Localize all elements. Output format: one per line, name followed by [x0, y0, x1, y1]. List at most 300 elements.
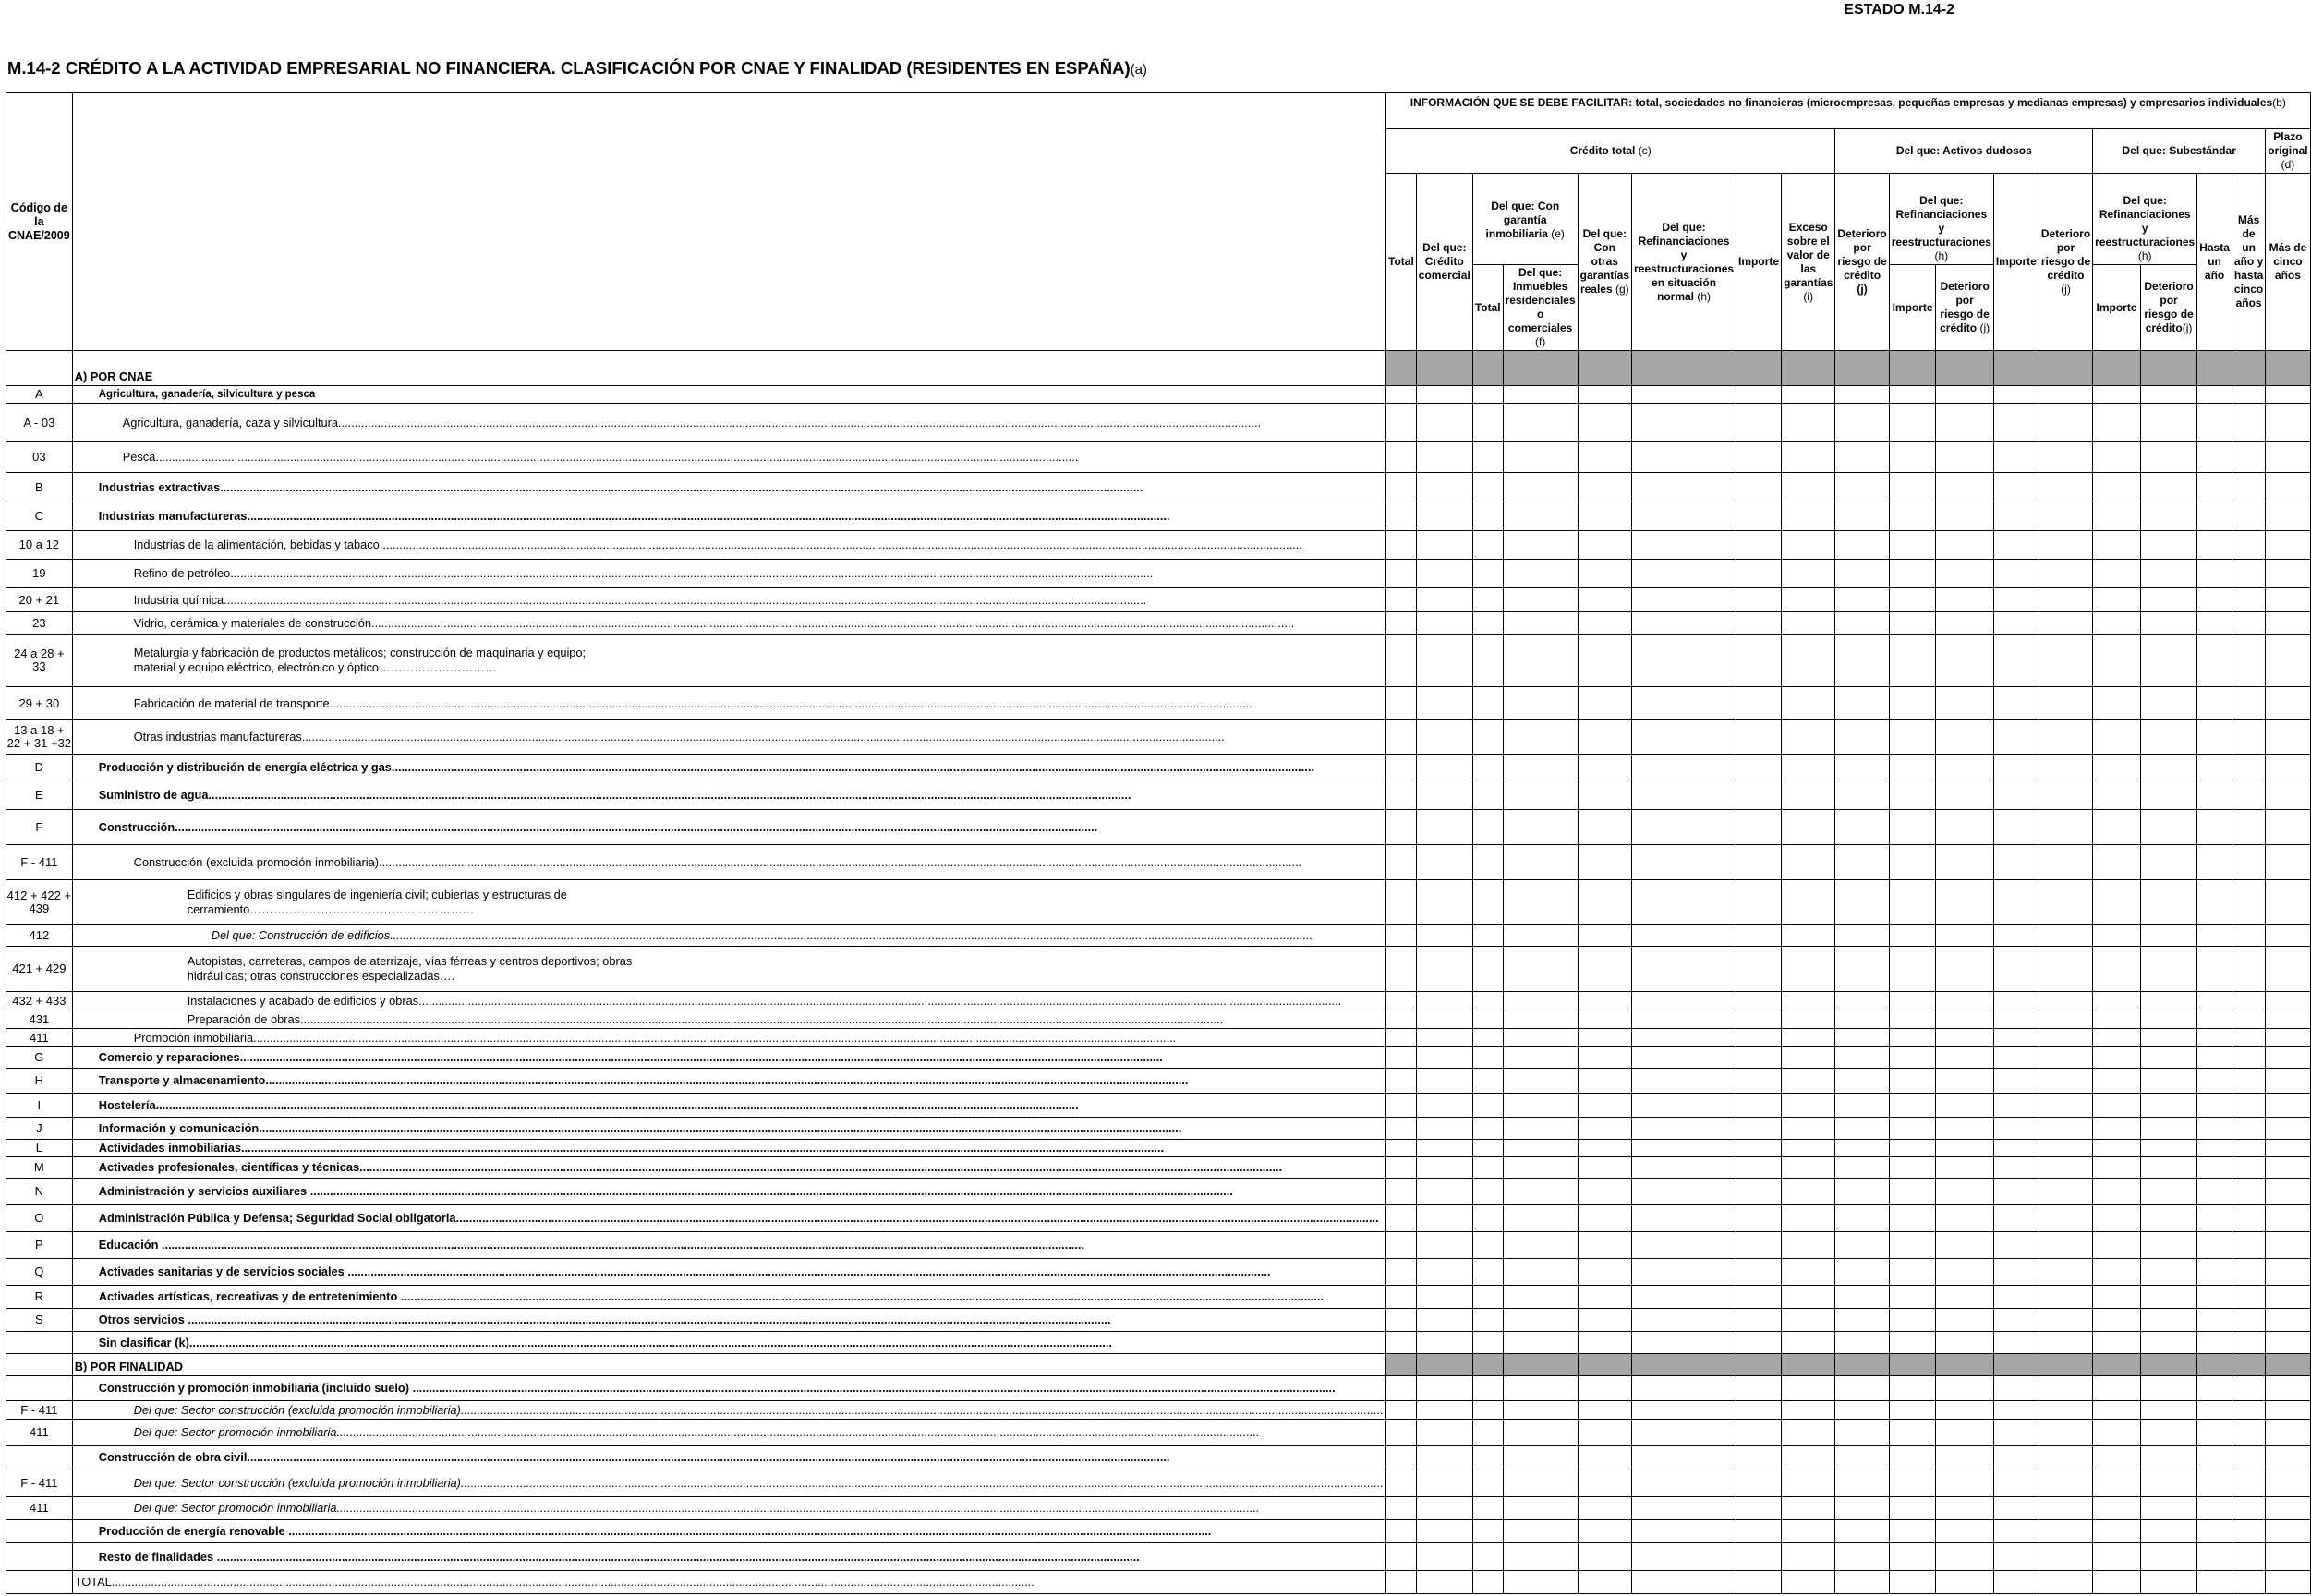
data-entry-cell[interactable]	[1936, 1520, 1993, 1543]
data-entry-cell[interactable]	[1889, 1118, 1936, 1140]
data-entry-cell[interactable]	[1578, 992, 1631, 1010]
data-entry-cell[interactable]	[1993, 755, 2039, 780]
data-entry-cell[interactable]	[1503, 925, 1578, 947]
data-entry-cell[interactable]	[2197, 687, 2232, 720]
data-entry-cell[interactable]	[2197, 1543, 2232, 1571]
data-entry-cell[interactable]	[2093, 1259, 2141, 1286]
data-entry-cell[interactable]	[1503, 1420, 1578, 1446]
data-entry-cell[interactable]	[1993, 1047, 2039, 1069]
data-entry-cell[interactable]	[1889, 1520, 1936, 1543]
data-entry-cell[interactable]	[2232, 1029, 2265, 1047]
data-entry-cell[interactable]	[1386, 1179, 1417, 1205]
data-entry-cell[interactable]	[2266, 404, 2310, 442]
data-entry-cell[interactable]	[2140, 992, 2196, 1010]
data-entry-cell[interactable]	[1835, 947, 1889, 992]
data-entry-cell[interactable]	[1472, 845, 1503, 880]
data-entry-cell[interactable]	[1632, 1401, 1736, 1420]
data-entry-cell[interactable]	[1889, 1094, 1936, 1118]
data-entry-cell[interactable]	[1386, 1157, 1417, 1179]
data-entry-cell[interactable]	[1835, 531, 1889, 560]
data-entry-cell[interactable]	[1835, 404, 1889, 442]
data-entry-cell[interactable]	[2232, 560, 2265, 588]
data-entry-cell[interactable]	[2093, 1401, 2141, 1420]
data-entry-cell[interactable]	[2232, 1543, 2265, 1571]
data-entry-cell[interactable]	[1782, 1497, 1835, 1520]
data-entry-cell[interactable]	[2039, 1259, 2092, 1286]
data-entry-cell[interactable]	[2140, 925, 2196, 947]
data-entry-cell[interactable]	[1936, 1094, 1993, 1118]
data-entry-cell[interactable]	[1386, 1571, 1417, 1594]
data-entry-cell[interactable]	[1472, 810, 1503, 845]
data-entry-cell[interactable]	[1416, 1232, 1472, 1259]
data-entry-cell[interactable]	[1889, 1232, 1936, 1259]
data-entry-cell[interactable]	[2039, 531, 2092, 560]
data-entry-cell[interactable]	[1936, 1232, 1993, 1259]
data-entry-cell[interactable]	[2197, 810, 2232, 845]
data-entry-cell[interactable]	[1632, 1446, 1736, 1469]
data-entry-cell[interactable]	[1993, 1420, 2039, 1446]
data-entry-cell[interactable]	[1782, 780, 1835, 810]
data-entry-cell[interactable]	[1736, 1520, 1782, 1543]
data-entry-cell[interactable]	[1578, 1446, 1631, 1469]
data-entry-cell[interactable]	[1386, 880, 1417, 925]
data-entry-cell[interactable]	[2140, 687, 2196, 720]
data-entry-cell[interactable]	[1416, 1543, 1472, 1571]
data-entry-cell[interactable]	[2197, 1446, 2232, 1469]
data-entry-cell[interactable]	[1386, 442, 1417, 473]
data-entry-cell[interactable]	[2093, 1469, 2141, 1497]
data-entry-cell[interactable]	[2197, 588, 2232, 612]
data-entry-cell[interactable]	[1936, 1205, 1993, 1232]
data-entry-cell[interactable]	[2140, 404, 2196, 442]
data-entry-cell[interactable]	[1782, 687, 1835, 720]
data-entry-cell[interactable]	[2093, 780, 2141, 810]
data-entry-cell[interactable]	[1993, 635, 2039, 687]
data-entry-cell[interactable]	[1835, 1520, 1889, 1543]
data-entry-cell[interactable]	[2140, 588, 2196, 612]
data-entry-cell[interactable]	[1503, 1157, 1578, 1179]
data-entry-cell[interactable]	[2266, 1401, 2310, 1420]
data-entry-cell[interactable]	[1993, 992, 2039, 1010]
data-entry-cell[interactable]	[1632, 780, 1736, 810]
data-entry-cell[interactable]	[1472, 1205, 1503, 1232]
data-entry-cell[interactable]	[2197, 1259, 2232, 1286]
data-entry-cell[interactable]	[1835, 386, 1889, 404]
data-entry-cell[interactable]	[1503, 720, 1578, 755]
data-entry-cell[interactable]	[2093, 810, 2141, 845]
data-entry-cell[interactable]	[1835, 1047, 1889, 1069]
data-entry-cell[interactable]	[1889, 1140, 1936, 1157]
data-entry-cell[interactable]	[1889, 1469, 1936, 1497]
data-entry-cell[interactable]	[1416, 880, 1472, 925]
data-entry-cell[interactable]	[2039, 1543, 2092, 1571]
data-entry-cell[interactable]	[2232, 1232, 2265, 1259]
data-entry-cell[interactable]	[1993, 1309, 2039, 1332]
data-entry-cell[interactable]	[1578, 1047, 1631, 1069]
data-entry-cell[interactable]	[1936, 1010, 1993, 1029]
data-entry-cell[interactable]	[1632, 1047, 1736, 1069]
data-entry-cell[interactable]	[1632, 687, 1736, 720]
data-entry-cell[interactable]	[2093, 925, 2141, 947]
data-entry-cell[interactable]	[1736, 1543, 1782, 1571]
data-entry-cell[interactable]	[1632, 473, 1736, 502]
data-entry-cell[interactable]	[2093, 1118, 2141, 1140]
data-entry-cell[interactable]	[1632, 1179, 1736, 1205]
data-entry-cell[interactable]	[1889, 1286, 1936, 1309]
data-entry-cell[interactable]	[2093, 588, 2141, 612]
data-entry-cell[interactable]	[1835, 1179, 1889, 1205]
data-entry-cell[interactable]	[2197, 992, 2232, 1010]
data-entry-cell[interactable]	[1736, 1157, 1782, 1179]
data-entry-cell[interactable]	[1503, 755, 1578, 780]
data-entry-cell[interactable]	[2140, 531, 2196, 560]
data-entry-cell[interactable]	[2266, 1571, 2310, 1594]
data-entry-cell[interactable]	[2266, 1469, 2310, 1497]
data-entry-cell[interactable]	[2197, 880, 2232, 925]
data-entry-cell[interactable]	[2140, 1259, 2196, 1286]
data-entry-cell[interactable]	[2266, 1232, 2310, 1259]
data-entry-cell[interactable]	[1416, 1571, 1472, 1594]
data-entry-cell[interactable]	[2140, 386, 2196, 404]
data-entry-cell[interactable]	[1736, 1446, 1782, 1469]
data-entry-cell[interactable]	[1736, 1205, 1782, 1232]
data-entry-cell[interactable]	[2266, 502, 2310, 531]
data-entry-cell[interactable]	[2266, 1286, 2310, 1309]
data-entry-cell[interactable]	[1936, 1286, 1993, 1309]
data-entry-cell[interactable]	[2232, 925, 2265, 947]
data-entry-cell[interactable]	[1578, 1140, 1631, 1157]
data-entry-cell[interactable]	[2093, 845, 2141, 880]
data-entry-cell[interactable]	[1782, 1446, 1835, 1469]
data-entry-cell[interactable]	[2266, 1205, 2310, 1232]
data-entry-cell[interactable]	[2232, 1497, 2265, 1520]
data-entry-cell[interactable]	[1578, 404, 1631, 442]
data-entry-cell[interactable]	[1936, 1140, 1993, 1157]
data-entry-cell[interactable]	[1736, 1401, 1782, 1420]
data-entry-cell[interactable]	[1503, 1571, 1578, 1594]
data-entry-cell[interactable]	[2093, 1157, 2141, 1179]
data-entry-cell[interactable]	[1472, 1010, 1503, 1029]
data-entry-cell[interactable]	[1889, 1420, 1936, 1446]
data-entry-cell[interactable]	[1416, 687, 1472, 720]
data-entry-cell[interactable]	[1472, 1401, 1503, 1420]
data-entry-cell[interactable]	[2140, 1140, 2196, 1157]
data-entry-cell[interactable]	[1736, 1332, 1782, 1354]
data-entry-cell[interactable]	[1889, 1401, 1936, 1420]
data-entry-cell[interactable]	[1889, 1179, 1936, 1205]
data-entry-cell[interactable]	[1472, 1094, 1503, 1118]
data-entry-cell[interactable]	[1736, 560, 1782, 588]
data-entry-cell[interactable]	[1472, 687, 1503, 720]
data-entry-cell[interactable]	[1889, 1205, 1936, 1232]
data-entry-cell[interactable]	[2093, 442, 2141, 473]
data-entry-cell[interactable]	[1782, 1157, 1835, 1179]
data-entry-cell[interactable]	[1578, 1010, 1631, 1029]
data-entry-cell[interactable]	[2232, 1140, 2265, 1157]
data-entry-cell[interactable]	[2266, 780, 2310, 810]
data-entry-cell[interactable]	[2266, 1497, 2310, 1520]
data-entry-cell[interactable]	[2197, 1497, 2232, 1520]
data-entry-cell[interactable]	[1835, 635, 1889, 687]
data-entry-cell[interactable]	[1782, 1232, 1835, 1259]
data-entry-cell[interactable]	[2266, 810, 2310, 845]
data-entry-cell[interactable]	[1632, 992, 1736, 1010]
data-entry-cell[interactable]	[2140, 1094, 2196, 1118]
data-entry-cell[interactable]	[1736, 404, 1782, 442]
data-entry-cell[interactable]	[2093, 1179, 2141, 1205]
data-entry-cell[interactable]	[1782, 1094, 1835, 1118]
data-entry-cell[interactable]	[2232, 1118, 2265, 1140]
data-entry-cell[interactable]	[1416, 1010, 1472, 1029]
data-entry-cell[interactable]	[1782, 810, 1835, 845]
data-entry-cell[interactable]	[1993, 560, 2039, 588]
data-entry-cell[interactable]	[2266, 1140, 2310, 1157]
data-entry-cell[interactable]	[1503, 1286, 1578, 1309]
data-entry-cell[interactable]	[1503, 473, 1578, 502]
data-entry-cell[interactable]	[1936, 1259, 1993, 1286]
data-entry-cell[interactable]	[1416, 1286, 1472, 1309]
data-entry-cell[interactable]	[1736, 992, 1782, 1010]
data-entry-cell[interactable]	[2093, 1140, 2141, 1157]
data-entry-cell[interactable]	[1632, 502, 1736, 531]
data-entry-cell[interactable]	[2197, 612, 2232, 635]
data-entry-cell[interactable]	[1782, 1179, 1835, 1205]
data-entry-cell[interactable]	[1993, 1094, 2039, 1118]
data-entry-cell[interactable]	[1416, 992, 1472, 1010]
data-entry-cell[interactable]	[2093, 755, 2141, 780]
data-entry-cell[interactable]	[1503, 1047, 1578, 1069]
data-entry-cell[interactable]	[1472, 588, 1503, 612]
data-entry-cell[interactable]	[1936, 1157, 1993, 1179]
data-entry-cell[interactable]	[1993, 845, 2039, 880]
data-entry-cell[interactable]	[2093, 473, 2141, 502]
data-entry-cell[interactable]	[2266, 687, 2310, 720]
data-entry-cell[interactable]	[2140, 780, 2196, 810]
data-entry-cell[interactable]	[2197, 1010, 2232, 1029]
data-entry-cell[interactable]	[2232, 1420, 2265, 1446]
data-entry-cell[interactable]	[2232, 1047, 2265, 1069]
data-entry-cell[interactable]	[1503, 612, 1578, 635]
data-entry-cell[interactable]	[1578, 386, 1631, 404]
data-entry-cell[interactable]	[2232, 1520, 2265, 1543]
data-entry-cell[interactable]	[1835, 1309, 1889, 1332]
data-entry-cell[interactable]	[1889, 1446, 1936, 1469]
data-entry-cell[interactable]	[1632, 947, 1736, 992]
data-entry-cell[interactable]	[1889, 992, 1936, 1010]
data-entry-cell[interactable]	[1578, 1118, 1631, 1140]
data-entry-cell[interactable]	[1386, 780, 1417, 810]
data-entry-cell[interactable]	[1472, 635, 1503, 687]
data-entry-cell[interactable]	[1472, 1232, 1503, 1259]
data-entry-cell[interactable]	[2266, 1259, 2310, 1286]
data-entry-cell[interactable]	[2140, 1205, 2196, 1232]
data-entry-cell[interactable]	[2232, 720, 2265, 755]
data-entry-cell[interactable]	[1503, 1118, 1578, 1140]
data-entry-cell[interactable]	[1632, 442, 1736, 473]
data-entry-cell[interactable]	[1632, 1420, 1736, 1446]
data-entry-cell[interactable]	[1578, 810, 1631, 845]
data-entry-cell[interactable]	[1503, 1309, 1578, 1332]
data-entry-cell[interactable]	[1736, 1118, 1782, 1140]
data-entry-cell[interactable]	[1835, 992, 1889, 1010]
data-entry-cell[interactable]	[1782, 755, 1835, 780]
data-entry-cell[interactable]	[1503, 1469, 1578, 1497]
data-entry-cell[interactable]	[1386, 1309, 1417, 1332]
data-entry-cell[interactable]	[1736, 1497, 1782, 1520]
data-entry-cell[interactable]	[1386, 404, 1417, 442]
data-entry-cell[interactable]	[1782, 1376, 1835, 1401]
data-entry-cell[interactable]	[1889, 442, 1936, 473]
data-entry-cell[interactable]	[1936, 925, 1993, 947]
data-entry-cell[interactable]	[1472, 1497, 1503, 1520]
data-entry-cell[interactable]	[2039, 845, 2092, 880]
data-entry-cell[interactable]	[2093, 1520, 2141, 1543]
data-entry-cell[interactable]	[2266, 1118, 2310, 1140]
data-entry-cell[interactable]	[1993, 1520, 2039, 1543]
data-entry-cell[interactable]	[2197, 502, 2232, 531]
data-entry-cell[interactable]	[1503, 531, 1578, 560]
data-entry-cell[interactable]	[2039, 992, 2092, 1010]
data-entry-cell[interactable]	[2266, 1520, 2310, 1543]
data-entry-cell[interactable]	[1993, 612, 2039, 635]
data-entry-cell[interactable]	[2039, 588, 2092, 612]
data-entry-cell[interactable]	[1782, 1401, 1835, 1420]
data-entry-cell[interactable]	[1472, 1047, 1503, 1069]
data-entry-cell[interactable]	[1936, 1376, 1993, 1401]
data-entry-cell[interactable]	[1472, 925, 1503, 947]
data-entry-cell[interactable]	[1782, 635, 1835, 687]
data-entry-cell[interactable]	[1632, 386, 1736, 404]
data-entry-cell[interactable]	[1993, 1543, 2039, 1571]
data-entry-cell[interactable]	[2140, 560, 2196, 588]
data-entry-cell[interactable]	[2266, 1332, 2310, 1354]
data-entry-cell[interactable]	[1416, 1047, 1472, 1069]
data-entry-cell[interactable]	[2266, 1376, 2310, 1401]
data-entry-cell[interactable]	[1503, 845, 1578, 880]
data-entry-cell[interactable]	[1632, 1332, 1736, 1354]
data-entry-cell[interactable]	[1416, 1029, 1472, 1047]
data-entry-cell[interactable]	[1736, 473, 1782, 502]
data-entry-cell[interactable]	[1472, 1543, 1503, 1571]
data-entry-cell[interactable]	[1835, 1232, 1889, 1259]
data-entry-cell[interactable]	[1416, 755, 1472, 780]
data-entry-cell[interactable]	[1782, 442, 1835, 473]
data-entry-cell[interactable]	[1936, 1543, 1993, 1571]
data-entry-cell[interactable]	[2266, 720, 2310, 755]
data-entry-cell[interactable]	[1889, 1259, 1936, 1286]
data-entry-cell[interactable]	[1578, 780, 1631, 810]
data-entry-cell[interactable]	[1472, 404, 1503, 442]
data-entry-cell[interactable]	[1782, 1332, 1835, 1354]
data-entry-cell[interactable]	[1782, 992, 1835, 1010]
data-entry-cell[interactable]	[1632, 1469, 1736, 1497]
data-entry-cell[interactable]	[1736, 635, 1782, 687]
data-entry-cell[interactable]	[1472, 560, 1503, 588]
data-entry-cell[interactable]	[1736, 1140, 1782, 1157]
data-entry-cell[interactable]	[1578, 1309, 1631, 1332]
data-entry-cell[interactable]	[2039, 1401, 2092, 1420]
data-entry-cell[interactable]	[2039, 720, 2092, 755]
data-entry-cell[interactable]	[2039, 1157, 2092, 1179]
data-entry-cell[interactable]	[1835, 1118, 1889, 1140]
data-entry-cell[interactable]	[2266, 1179, 2310, 1205]
data-entry-cell[interactable]	[1416, 404, 1472, 442]
data-entry-cell[interactable]	[1578, 687, 1631, 720]
data-entry-cell[interactable]	[2232, 1094, 2265, 1118]
data-entry-cell[interactable]	[1632, 1376, 1736, 1401]
data-entry-cell[interactable]	[1472, 1286, 1503, 1309]
data-entry-cell[interactable]	[1416, 780, 1472, 810]
data-entry-cell[interactable]	[1386, 1010, 1417, 1029]
data-entry-cell[interactable]	[2140, 1543, 2196, 1571]
data-entry-cell[interactable]	[1782, 502, 1835, 531]
data-entry-cell[interactable]	[1936, 1571, 1993, 1594]
data-entry-cell[interactable]	[1416, 1401, 1472, 1420]
data-entry-cell[interactable]	[1936, 442, 1993, 473]
data-entry-cell[interactable]	[1993, 1571, 2039, 1594]
data-entry-cell[interactable]	[1736, 780, 1782, 810]
data-entry-cell[interactable]	[1472, 1446, 1503, 1469]
data-entry-cell[interactable]	[1889, 1571, 1936, 1594]
data-entry-cell[interactable]	[1416, 1420, 1472, 1446]
data-entry-cell[interactable]	[1993, 687, 2039, 720]
data-entry-cell[interactable]	[2266, 560, 2310, 588]
data-entry-cell[interactable]	[1503, 386, 1578, 404]
data-entry-cell[interactable]	[1782, 588, 1835, 612]
data-entry-cell[interactable]	[2197, 1157, 2232, 1179]
data-entry-cell[interactable]	[1835, 1543, 1889, 1571]
data-entry-cell[interactable]	[1503, 635, 1578, 687]
data-entry-cell[interactable]	[2093, 1497, 2141, 1520]
data-entry-cell[interactable]	[1835, 1259, 1889, 1286]
data-entry-cell[interactable]	[2197, 1205, 2232, 1232]
data-entry-cell[interactable]	[1835, 1401, 1889, 1420]
data-entry-cell[interactable]	[2197, 925, 2232, 947]
data-entry-cell[interactable]	[1936, 473, 1993, 502]
data-entry-cell[interactable]	[1416, 612, 1472, 635]
data-entry-cell[interactable]	[2197, 1571, 2232, 1594]
data-entry-cell[interactable]	[1416, 810, 1472, 845]
data-entry-cell[interactable]	[1416, 1332, 1472, 1354]
data-entry-cell[interactable]	[2039, 925, 2092, 947]
data-entry-cell[interactable]	[1736, 442, 1782, 473]
data-entry-cell[interactable]	[1993, 1469, 2039, 1497]
data-entry-cell[interactable]	[1472, 755, 1503, 780]
data-entry-cell[interactable]	[1936, 880, 1993, 925]
data-entry-cell[interactable]	[2039, 1332, 2092, 1354]
data-entry-cell[interactable]	[1936, 810, 1993, 845]
data-entry-cell[interactable]	[2232, 635, 2265, 687]
data-entry-cell[interactable]	[2232, 947, 2265, 992]
data-entry-cell[interactable]	[1578, 531, 1631, 560]
data-entry-cell[interactable]	[1386, 1286, 1417, 1309]
data-entry-cell[interactable]	[1993, 1376, 2039, 1401]
data-entry-cell[interactable]	[2197, 1376, 2232, 1401]
data-entry-cell[interactable]	[2232, 386, 2265, 404]
data-entry-cell[interactable]	[1386, 1029, 1417, 1047]
data-entry-cell[interactable]	[1993, 1497, 2039, 1520]
data-entry-cell[interactable]	[2039, 1029, 2092, 1047]
data-entry-cell[interactable]	[1503, 1232, 1578, 1259]
data-entry-cell[interactable]	[1416, 442, 1472, 473]
data-entry-cell[interactable]	[1936, 755, 1993, 780]
data-entry-cell[interactable]	[1386, 947, 1417, 992]
data-entry-cell[interactable]	[1889, 880, 1936, 925]
data-entry-cell[interactable]	[1578, 612, 1631, 635]
data-entry-cell[interactable]	[1416, 473, 1472, 502]
data-entry-cell[interactable]	[2039, 1446, 2092, 1469]
data-entry-cell[interactable]	[1993, 531, 2039, 560]
